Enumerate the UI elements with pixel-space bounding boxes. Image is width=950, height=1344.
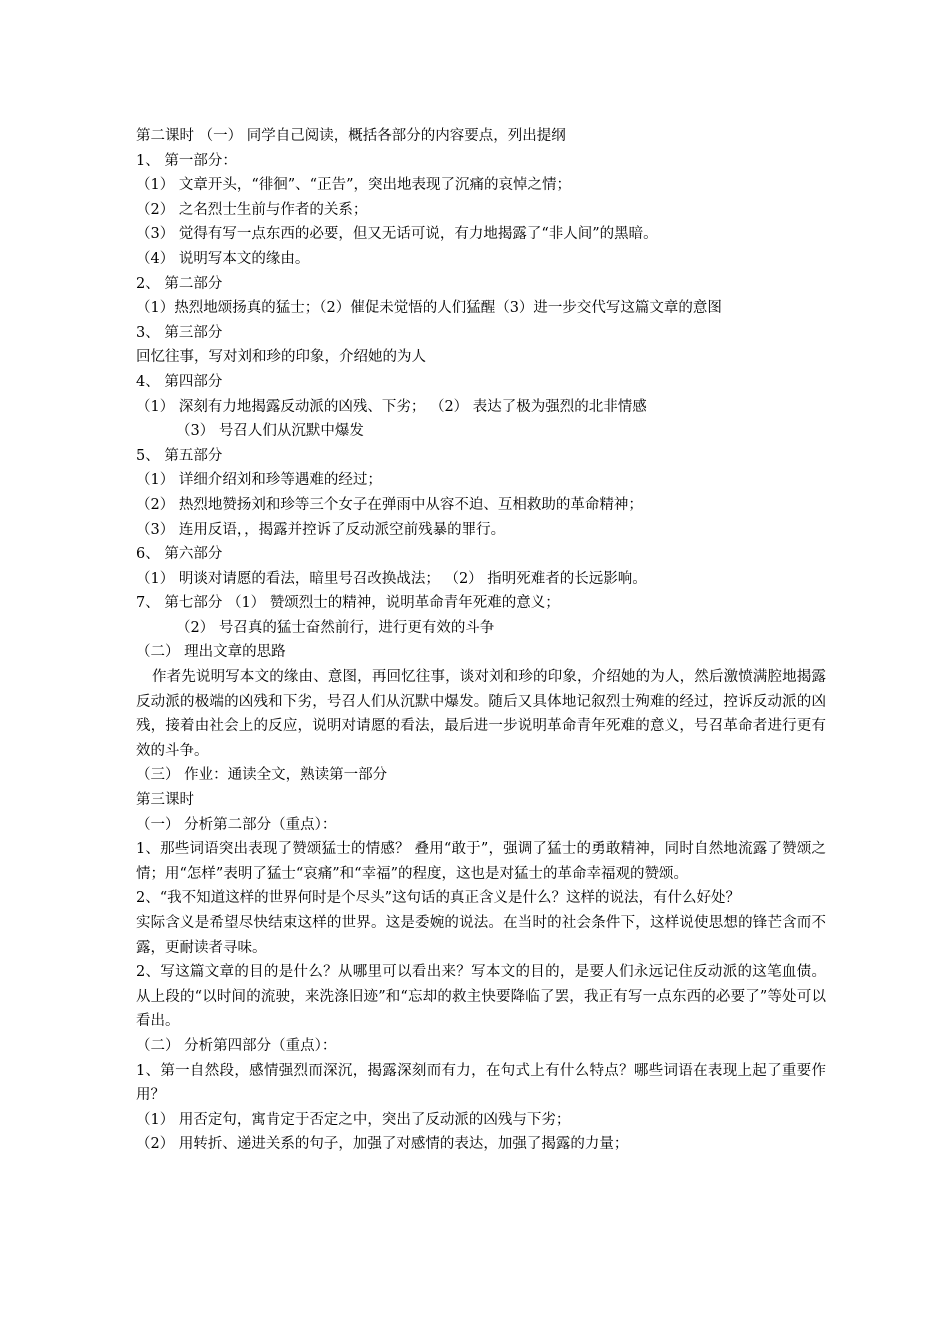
text-line: （3） 连用反语，，揭露并控诉了反动派空前残暴的罪行。	[136, 521, 506, 538]
text-line: （4） 说明写本文的缘由。	[136, 250, 310, 267]
text-line: 3、 第三部分	[136, 324, 223, 341]
text-line: （三） 作业：通读全文，熟读第一部分	[136, 767, 388, 784]
text-line: （2） 用转折、递进关系的句子，加强了对感情的表达，加强了揭露的力量；	[136, 1136, 629, 1153]
text-line: （二） 分析第四部分（重点）：	[136, 1037, 337, 1054]
text-line: 第三课时	[136, 792, 194, 809]
text-line: （2） 之名烈士生前与作者的关系；	[136, 201, 368, 218]
document-page	[136, 124, 826, 1157]
paragraph: 1、那些词语突出表现了赞颂猛士的情感？ 叠用“敢于”，强调了猛士的勇敢精神，同时自然地流露了赞颂之情；用“怎样”表明了猛士“哀痛”和“幸福”的程度，这也是对猛士的革命幸福观的赞颂。	[136, 841, 826, 882]
text-line: 回忆往事，写对刘和珍的印象，介绍她的为人	[136, 349, 426, 366]
text-line: （1）热烈地颂扬真的猛士；（2）催促未觉悟的人们猛醒（3）进一步交代写这篇文章的意图	[136, 300, 722, 317]
text-line: 1、 第一部分：	[136, 152, 237, 169]
text-line: （一） 分析第二部分（重点）：	[136, 816, 337, 833]
text-line: （1） 深刻有力地揭露反动派的凶残、下劣； （2） 表达了极为强烈的北非情感	[136, 398, 647, 415]
text-line: （二） 理出文章的思路	[136, 644, 286, 661]
text-line: （3） 觉得有写一点东西的必要，但又无话可说，有力地揭露了“非人间”的黑暗。	[136, 226, 658, 243]
text-line: 4、 第四部分	[136, 373, 223, 390]
text-line: 第二课时 （一） 同学自己阅读，概括各部分的内容要点，列出提纲	[136, 128, 566, 144]
text-line: 2、 第二部分	[136, 275, 223, 292]
paragraph: 实际含义是希望尽快结束这样的世界。这是委婉的说法。在当时的社会条件下，这样说使思想的锋芒含而不露，更耐读者寻味。	[136, 915, 826, 956]
paragraph: 2、“我不知道这样的世界何时是个尽头”这句话的真正含义是什么？这样的说法，有什么好处？	[136, 890, 741, 907]
text-line: 7、 第七部分 （1） 赞颂烈士的精神，说明革命青年死难的意义；	[136, 595, 560, 612]
text-line: （1） 文章开头，“徘徊”、“正告”，突出地表现了沉痛的哀悼之情；	[136, 177, 571, 194]
text-line: （2） 热烈地赞扬刘和珍等三个女子在弹雨中从容不迫、互相救助的革命精神；	[136, 496, 643, 513]
text-line: 6、 第六部分	[136, 546, 223, 563]
paragraph: 1、第一自然段，感情强烈而深沉，揭露深刻而有力，在句式上有什么特点？哪些词语在表现上起了重要作用？	[136, 1062, 826, 1104]
text-line: 5、 第五部分	[136, 447, 223, 464]
sub-item-line: （2） 号召真的猛士奋然前行，进行更有效的斗争	[176, 619, 495, 636]
text-line: （1） 详细介绍刘和珍等遇难的经过；	[136, 472, 382, 489]
sub-item-line: （3） 号召人们从沉默中爆发	[176, 423, 364, 440]
text-line: （1） 明谈对请愿的看法，暗里号召改换战法； （2） 指明死难者的长远影响。	[136, 570, 647, 587]
paragraph: 2、写这篇文章的目的是什么？从哪里可以看出来？写本文的目的，是要人们永远记住反动派的这笔血债。从上段的“以时间的流驶，来洗涤旧迹”和“忘却的救主快要降临了罢，我正有写一点东西的必要了”等处可以看出。	[136, 964, 826, 1030]
text-line: （1） 用否定句，寓肯定于否定之中，突出了反动派的凶残与下劣；	[136, 1111, 571, 1128]
summary-paragraph: 作者先说明写本文的缘由、意图，再回忆往事，谈对刘和珍的印象，介绍她的为人，然后激愤满腔地揭露反动派的极端的凶残和下劣，号召人们从沉默中爆发。随后又具体地记叙烈士殉难的经过，控诉反动派的凶残，接着由社会上的反应，说明对请愿的看法，最后进一步说明革命青年死难的意义，号召革命者进行更有效的斗争。	[136, 669, 826, 759]
